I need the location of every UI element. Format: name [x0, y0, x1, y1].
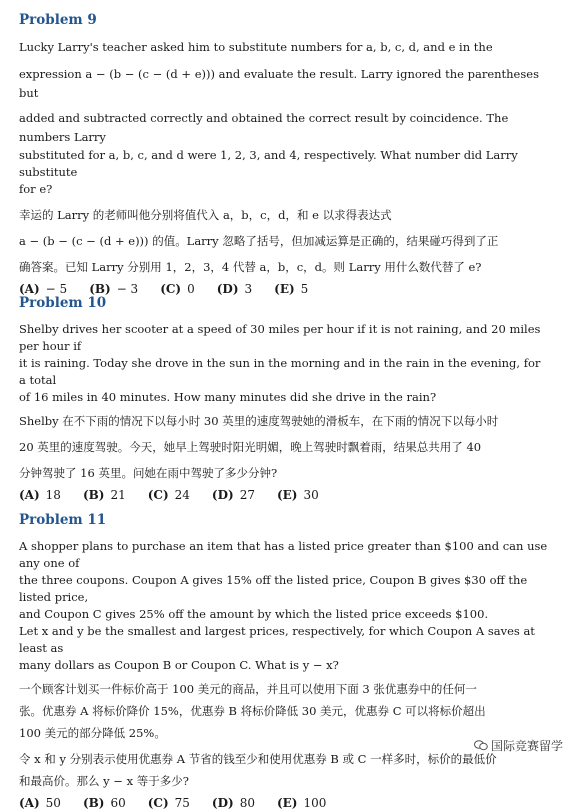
- problem-text-cn: 20 英里的速度驾驶。今天，她早上驾驶时阳光明媚，晚上驾驶时飘着雨，结果总共用了 40: [19, 440, 482, 454]
- watermark: [474, 737, 563, 754]
- problem-text: of 16 miles in 40 minutes. How many minutes did she drive in the rain?: [19, 390, 437, 404]
- choice-d: (D) 80: [211, 796, 255, 810]
- choice-a: (A) 18: [19, 488, 61, 502]
- problem-title: Problem 11: [19, 512, 107, 528]
- problem-text: expression a − (b − (c − (d + e))) and evaluate the result. Larry ignored the parentheses but: [19, 67, 539, 100]
- problem-text: Let x and y be the smallest and largest prices, respectively, for which Coupon A saves at least as: [19, 624, 535, 655]
- problem-text-cn: 100 美元的部分降低 25%。: [19, 726, 166, 740]
- problem-text: A shopper plans to purchase an item that has a listed price greater than $100 and can use any one of: [19, 539, 548, 570]
- problem-text-cn: 确答案。已知 Larry 分别用 1，2，3，4 代替 a，b，c，d。则 Larry 用什么数代替了 e?: [19, 260, 482, 274]
- answer-choices: [19, 488, 549, 502]
- choice-c: (C) 0: [160, 282, 195, 296]
- watermark-text: 国际竞赛留学: [490, 739, 563, 753]
- problem-9: [19, 12, 549, 296]
- choice-c: (C) 24: [147, 488, 190, 502]
- problem-text-cn: Shelby 在不下雨的情况下以每小时 30 英里的速度驾驶她的滑板车，在下雨的情况下以每小时: [19, 414, 499, 428]
- problem-text: the three coupons. Coupon A gives 15% off the listed price, Coupon B gives $30 off the listed price,: [19, 573, 528, 604]
- problem-10: [19, 295, 549, 502]
- problem-text-cn: 一个顾客计划买一件标价高于 100 美元的商品，并且可以使用下面 3 张优惠券中的任何一: [19, 682, 477, 696]
- problem-text: many dollars as Coupon B or Coupon C. What is y − x?: [19, 658, 339, 672]
- answer-choices: [19, 282, 549, 296]
- choice-a: (A) 50: [19, 796, 61, 810]
- problem-text-cn: 张。优惠券 A 将标价降价 15%，优惠券 B 将标价降低 30 美元，优惠券 C 可以将标价超出: [19, 704, 486, 718]
- answer-choices: [19, 796, 549, 810]
- problem-title: Problem 10: [19, 295, 107, 311]
- problem-11: [19, 512, 549, 810]
- choice-d: (D) 3: [216, 282, 253, 296]
- problem-text-cn: 幸运的 Larry 的老师叫他分别将值代入 a，b，c，d，和 e 以求得表达式: [19, 208, 392, 222]
- problem-text: Shelby drives her scooter at a speed of 30 miles per hour if it is not raining, and 20 miles per hour if: [19, 322, 541, 353]
- choice-e: (E) 100: [276, 796, 327, 810]
- choice-e: (E) 5: [274, 282, 309, 296]
- choice-a: (A) − 5: [19, 282, 68, 296]
- choice-b: (B) 21: [82, 488, 126, 502]
- choice-c: (C) 75: [147, 796, 190, 810]
- problem-text: and Coupon C gives 25% off the amount by which the listed price exceeds $100.: [19, 607, 489, 621]
- choice-b: (B) 60: [82, 796, 126, 810]
- problem-text-cn: a − (b − (c − (d + e))) 的值。Larry 忽略了括号，但加减运算是正确的，结果碰巧得到了正: [19, 234, 499, 248]
- problem-title: Problem 9: [19, 12, 97, 28]
- problem-text: for e?: [19, 182, 53, 196]
- problem-text-cn: 分钟驾驶了 16 英里。问她在雨中驾驶了多少分钟?: [19, 466, 278, 480]
- problem-text-cn: 和最高价。那么 y − x 等于多少?: [19, 774, 189, 788]
- choice-b: (B) − 3: [89, 282, 139, 296]
- problem-text: substituted for a, b, c, and d were 1, 2, 3, and 4, respectively. What number did Larry substitute: [19, 148, 518, 179]
- problem-text-cn: 令 x 和 y 分别表示使用优惠券 A 节省的钱至少和使用优惠券 B 或 C 一样多时，标价的最低价: [19, 752, 497, 766]
- problem-text: Lucky Larry's teacher asked him to substitute numbers for a, b, c, d, and e in the: [19, 40, 493, 54]
- problem-text: it is raining. Today she drove in the sun in the morning and in the rain in the evening, for a total: [19, 356, 541, 387]
- choice-d: (D) 27: [211, 488, 255, 502]
- problem-text: added and subtracted correctly and obtained the correct result by coincidence. The numbers Larry: [19, 111, 509, 144]
- choice-e: (E) 30: [276, 488, 319, 502]
- wechat-icon: [474, 740, 488, 751]
